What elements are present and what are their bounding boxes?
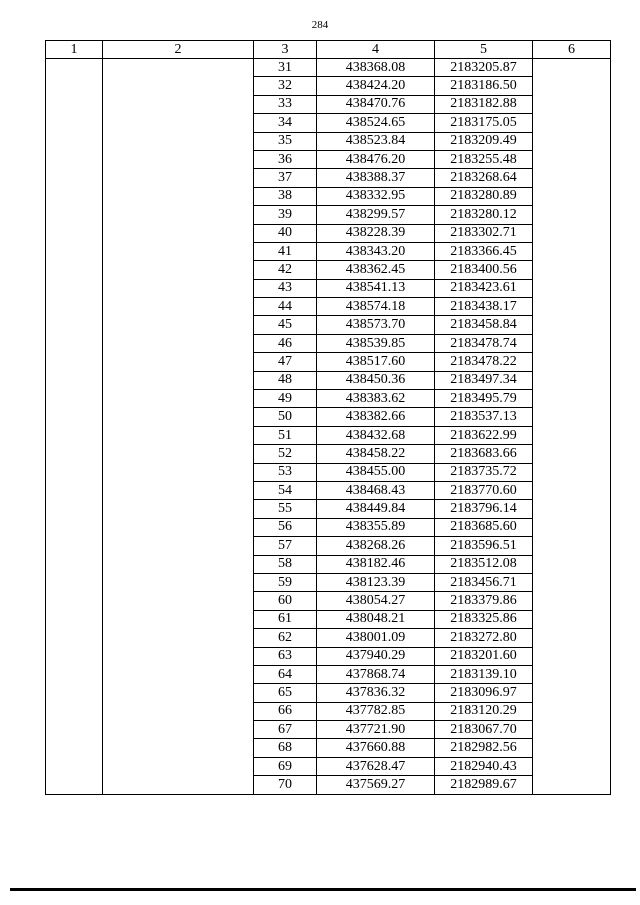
point-number-cell: 57	[254, 537, 317, 555]
point-number-cell: 49	[254, 390, 317, 408]
header-row	[46, 41, 611, 59]
table-row	[46, 59, 611, 77]
y-coordinate-cell: 2183205.87	[435, 59, 533, 77]
x-coordinate-cell: 437628.47	[317, 757, 435, 775]
x-coordinate-cell: 438383.62	[317, 390, 435, 408]
col-header-3: 3	[254, 41, 317, 59]
point-number-cell: 63	[254, 647, 317, 665]
point-number-cell: 40	[254, 224, 317, 242]
y-coordinate-cell: 2182989.67	[435, 776, 533, 794]
point-number-cell: 65	[254, 684, 317, 702]
y-coordinate-cell: 2183201.60	[435, 647, 533, 665]
point-number-cell: 70	[254, 776, 317, 794]
x-coordinate-cell: 438458.22	[317, 445, 435, 463]
y-coordinate-cell: 2183120.29	[435, 702, 533, 720]
point-number-cell: 68	[254, 739, 317, 757]
point-number-cell: 36	[254, 150, 317, 168]
point-number-cell: 32	[254, 77, 317, 95]
y-coordinate-cell: 2183458.84	[435, 316, 533, 334]
x-coordinate-cell: 438468.43	[317, 481, 435, 499]
point-number-cell: 42	[254, 261, 317, 279]
y-coordinate-cell: 2183622.99	[435, 426, 533, 444]
col-header-5: 5	[435, 41, 533, 59]
x-coordinate-cell: 438523.84	[317, 132, 435, 150]
point-number-cell: 45	[254, 316, 317, 334]
x-coordinate-cell: 438432.68	[317, 426, 435, 444]
point-number-cell: 55	[254, 500, 317, 518]
x-coordinate-cell: 438299.57	[317, 206, 435, 224]
point-number-cell: 64	[254, 665, 317, 683]
x-coordinate-cell: 437868.74	[317, 665, 435, 683]
x-coordinate-cell: 438382.66	[317, 408, 435, 426]
x-coordinate-cell: 438455.00	[317, 463, 435, 481]
col-6-cell	[533, 59, 611, 795]
page-number: 284	[311, 19, 329, 31]
y-coordinate-cell: 2183478.22	[435, 353, 533, 371]
point-number-cell: 61	[254, 610, 317, 628]
col-1-cell	[46, 59, 103, 795]
y-coordinate-cell: 2183596.51	[435, 537, 533, 555]
table-body	[46, 59, 611, 795]
y-coordinate-cell: 2183478.74	[435, 334, 533, 352]
y-coordinate-cell: 2183379.86	[435, 592, 533, 610]
y-coordinate-cell: 2183512.08	[435, 555, 533, 573]
x-coordinate-cell: 437569.27	[317, 776, 435, 794]
x-coordinate-cell: 437940.29	[317, 647, 435, 665]
x-coordinate-cell: 438388.37	[317, 169, 435, 187]
col-header-4: 4	[317, 41, 435, 59]
x-coordinate-cell: 438362.45	[317, 261, 435, 279]
x-coordinate-cell: 438343.20	[317, 242, 435, 260]
point-number-cell: 53	[254, 463, 317, 481]
x-coordinate-cell: 438054.27	[317, 592, 435, 610]
y-coordinate-cell: 2183186.50	[435, 77, 533, 95]
x-coordinate-cell: 438001.09	[317, 629, 435, 647]
col-header-2: 2	[103, 41, 254, 59]
point-number-cell: 52	[254, 445, 317, 463]
y-coordinate-cell: 2183139.10	[435, 665, 533, 683]
point-number-cell: 50	[254, 408, 317, 426]
y-coordinate-cell: 2183302.71	[435, 224, 533, 242]
y-coordinate-cell: 2183175.05	[435, 114, 533, 132]
y-coordinate-cell: 2183325.86	[435, 610, 533, 628]
x-coordinate-cell: 438573.70	[317, 316, 435, 334]
point-number-cell: 37	[254, 169, 317, 187]
y-coordinate-cell: 2183685.60	[435, 518, 533, 536]
y-coordinate-cell: 2183770.60	[435, 481, 533, 499]
point-number-cell: 35	[254, 132, 317, 150]
y-coordinate-cell: 2183796.14	[435, 500, 533, 518]
point-number-cell: 46	[254, 334, 317, 352]
x-coordinate-cell: 438450.36	[317, 371, 435, 389]
x-coordinate-cell: 438541.13	[317, 279, 435, 297]
x-coordinate-cell: 438517.60	[317, 353, 435, 371]
x-coordinate-cell: 438268.26	[317, 537, 435, 555]
y-coordinate-cell: 2183272.80	[435, 629, 533, 647]
y-coordinate-cell: 2183280.12	[435, 206, 533, 224]
y-coordinate-cell: 2183456.71	[435, 573, 533, 591]
x-coordinate-cell: 438470.76	[317, 95, 435, 113]
y-coordinate-cell: 2183497.34	[435, 371, 533, 389]
col-2-cell	[103, 59, 254, 795]
x-coordinate-cell: 437721.90	[317, 721, 435, 739]
y-coordinate-cell: 2183067.70	[435, 721, 533, 739]
y-coordinate-cell: 2183537.13	[435, 408, 533, 426]
point-number-cell: 67	[254, 721, 317, 739]
point-number-cell: 69	[254, 757, 317, 775]
y-coordinate-cell: 2183735.72	[435, 463, 533, 481]
x-coordinate-cell: 438182.46	[317, 555, 435, 573]
y-coordinate-cell: 2183209.49	[435, 132, 533, 150]
point-number-cell: 41	[254, 242, 317, 260]
coordinates-table	[45, 40, 611, 795]
point-number-cell: 54	[254, 481, 317, 499]
point-number-cell: 38	[254, 187, 317, 205]
point-number-cell: 34	[254, 114, 317, 132]
y-coordinate-cell: 2183182.88	[435, 95, 533, 113]
x-coordinate-cell: 437836.32	[317, 684, 435, 702]
point-number-cell: 48	[254, 371, 317, 389]
point-number-cell: 33	[254, 95, 317, 113]
x-coordinate-cell: 438123.39	[317, 573, 435, 591]
col-header-1: 1	[46, 41, 103, 59]
point-number-cell: 56	[254, 518, 317, 536]
x-coordinate-cell: 438332.95	[317, 187, 435, 205]
x-coordinate-cell: 438048.21	[317, 610, 435, 628]
footer-rule	[10, 888, 636, 891]
x-coordinate-cell: 438228.39	[317, 224, 435, 242]
x-coordinate-cell: 438476.20	[317, 150, 435, 168]
y-coordinate-cell: 2183280.89	[435, 187, 533, 205]
x-coordinate-cell: 438524.65	[317, 114, 435, 132]
y-coordinate-cell: 2183255.48	[435, 150, 533, 168]
x-coordinate-cell: 437660.88	[317, 739, 435, 757]
y-coordinate-cell: 2183366.45	[435, 242, 533, 260]
y-coordinate-cell: 2182940.43	[435, 757, 533, 775]
point-number-cell: 60	[254, 592, 317, 610]
x-coordinate-cell: 438539.85	[317, 334, 435, 352]
y-coordinate-cell: 2183495.79	[435, 390, 533, 408]
y-coordinate-cell: 2182982.56	[435, 739, 533, 757]
point-number-cell: 44	[254, 298, 317, 316]
point-number-cell: 31	[254, 59, 317, 77]
point-number-cell: 58	[254, 555, 317, 573]
point-number-cell: 47	[254, 353, 317, 371]
x-coordinate-cell: 437782.85	[317, 702, 435, 720]
x-coordinate-cell: 438574.18	[317, 298, 435, 316]
x-coordinate-cell: 438424.20	[317, 77, 435, 95]
col-header-6: 6	[533, 41, 611, 59]
point-number-cell: 51	[254, 426, 317, 444]
point-number-cell: 66	[254, 702, 317, 720]
x-coordinate-cell: 438449.84	[317, 500, 435, 518]
y-coordinate-cell: 2183268.64	[435, 169, 533, 187]
y-coordinate-cell: 2183683.66	[435, 445, 533, 463]
point-number-cell: 62	[254, 629, 317, 647]
point-number-cell: 59	[254, 573, 317, 591]
y-coordinate-cell: 2183400.56	[435, 261, 533, 279]
y-coordinate-cell: 2183423.61	[435, 279, 533, 297]
point-number-cell: 39	[254, 206, 317, 224]
x-coordinate-cell: 438355.89	[317, 518, 435, 536]
point-number-cell: 43	[254, 279, 317, 297]
x-coordinate-cell: 438368.08	[317, 59, 435, 77]
y-coordinate-cell: 2183096.97	[435, 684, 533, 702]
y-coordinate-cell: 2183438.17	[435, 298, 533, 316]
